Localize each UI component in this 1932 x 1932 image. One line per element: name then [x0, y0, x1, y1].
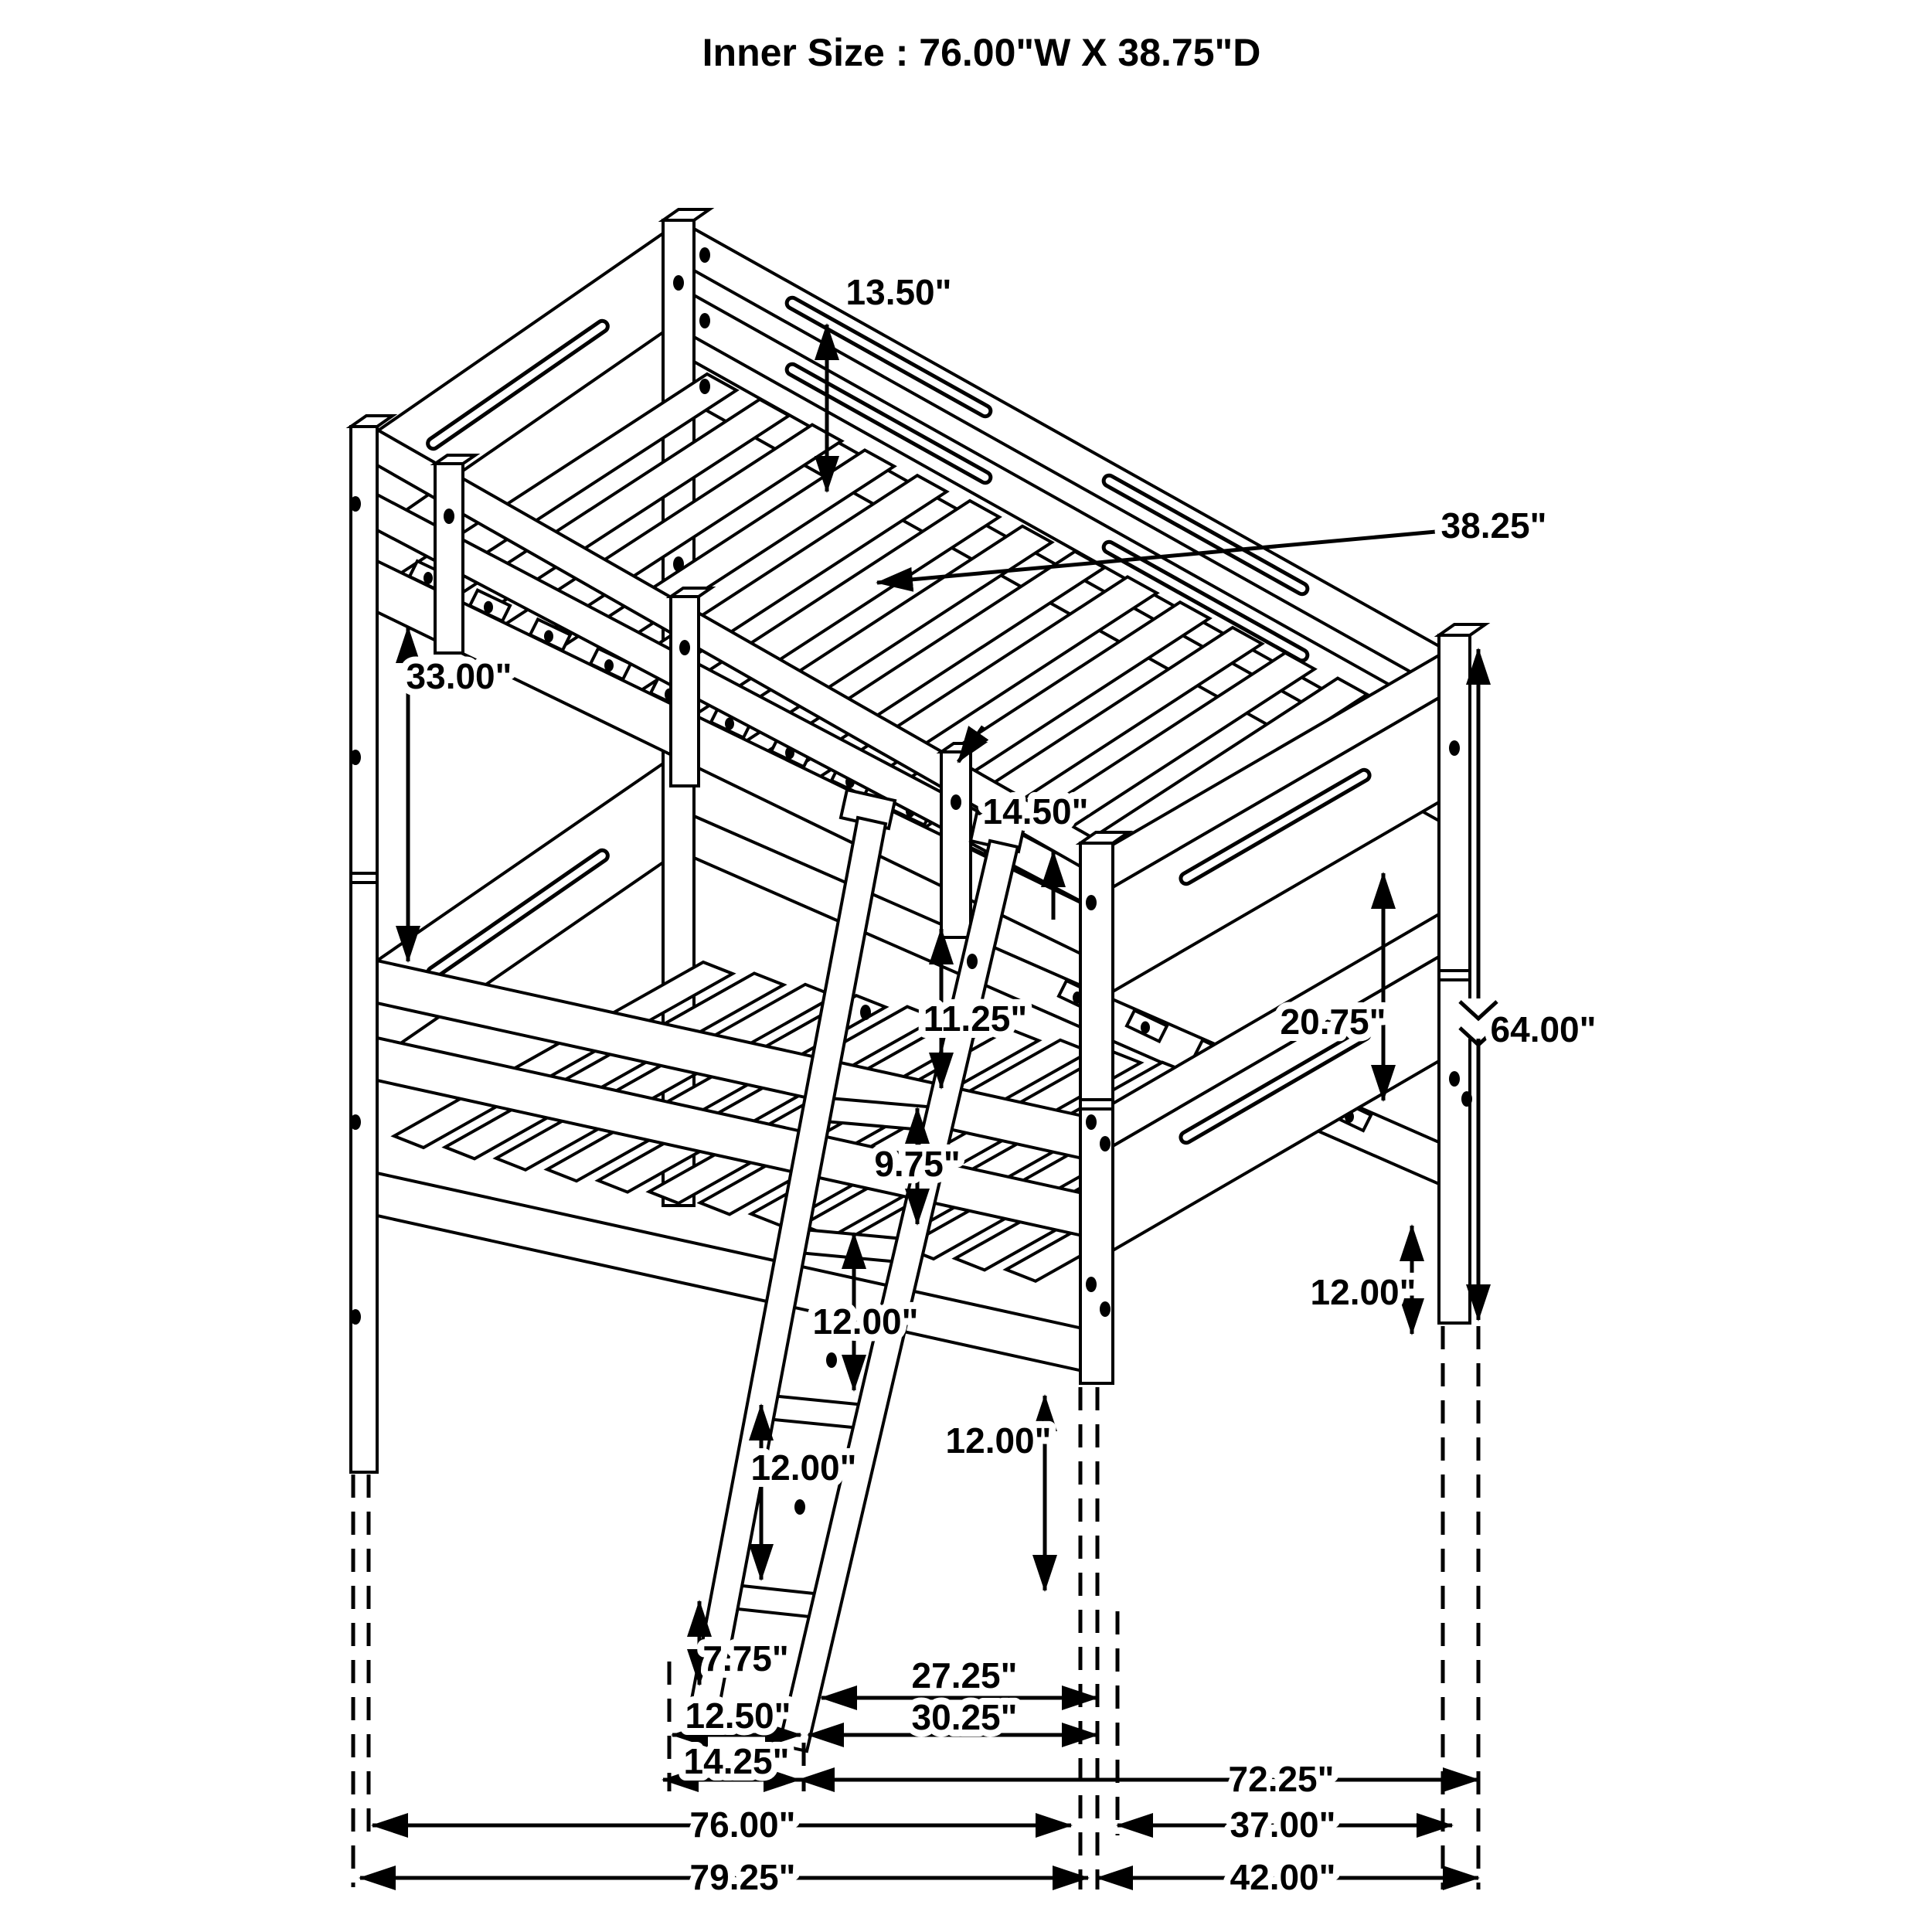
dim-38-25-label: 38.25": [1440, 505, 1547, 546]
dim-76-00-label: 76.00": [689, 1804, 796, 1845]
dim-72-25-label: 72.25": [1228, 1759, 1335, 1799]
dim-12-00-ladder-low-label: 12.00": [750, 1447, 857, 1488]
dim-12-50-label: 12.50": [685, 1696, 791, 1736]
dim-12-00-ladder-mid-label: 12.00": [812, 1301, 919, 1342]
bed-drawing: [350, 209, 1485, 1751]
dim-79-25-label: 79.25": [689, 1857, 796, 1897]
dim-11-25-label: 11.25": [923, 998, 1028, 1039]
dim-12-00-leg-right-label: 12.00": [1310, 1272, 1417, 1312]
dim-27-25-label: 27.25": [911, 1655, 1018, 1696]
dim-9-75-label: 9.75": [874, 1144, 961, 1184]
dim-20-75-label: 20.75": [1280, 1002, 1386, 1042]
dim-14-50-label: 14.50": [982, 791, 1089, 832]
dim-64-00-label: 64.00": [1490, 1009, 1597, 1049]
dim-37-00-label: 37.00": [1230, 1804, 1336, 1845]
dim-33-00-label: 33.00": [406, 656, 512, 696]
dim-30-25-label: 30.25": [911, 1697, 1018, 1737]
dim-7-75-label: 7.75": [702, 1638, 789, 1679]
dim-12-00-leg-center-label: 12.00": [945, 1420, 1052, 1461]
page-title: Inner Size : 76.00"W X 38.75"D: [702, 31, 1261, 74]
dim-14-25-label: 14.25": [683, 1741, 790, 1781]
dim-13-50-label: 13.50": [845, 272, 952, 312]
dim-42-00-label: 42.00": [1230, 1857, 1336, 1897]
